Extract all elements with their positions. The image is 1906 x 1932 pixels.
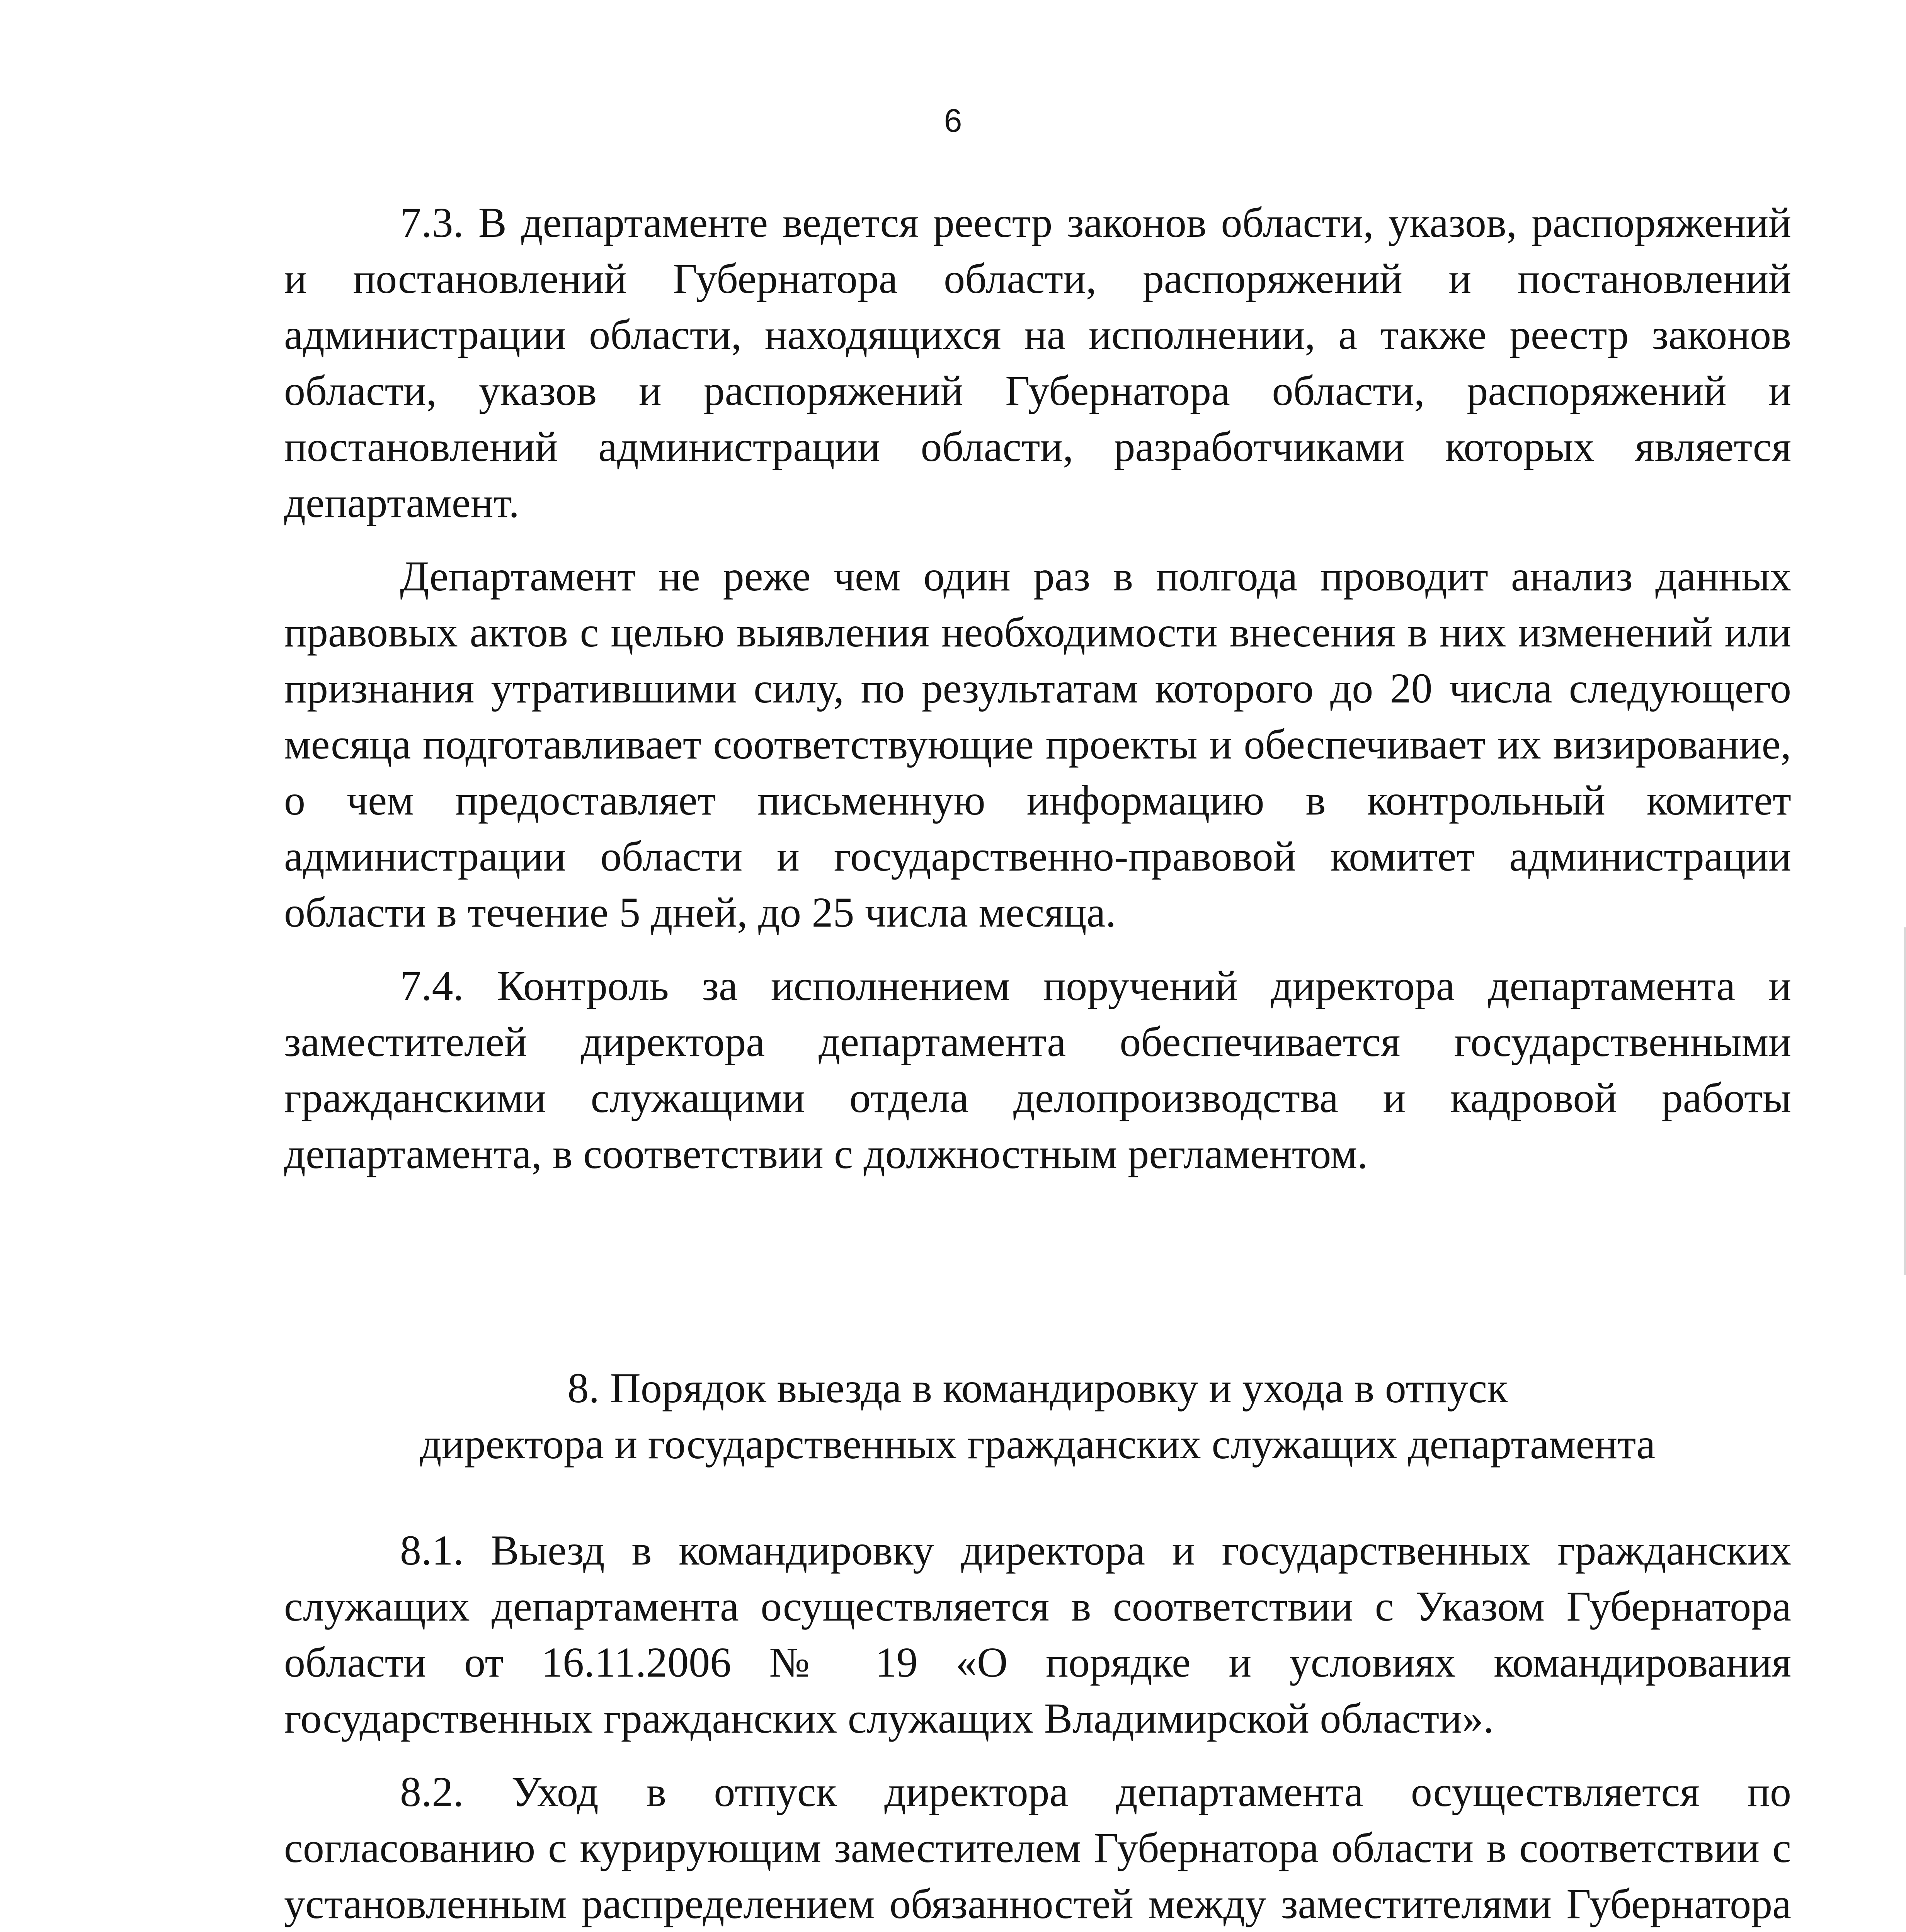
paragraph-8-2: 8.2. Уход в отпуск директора департамента осуществляется по согласованию с курирующим заместителем Губернатора области в соответствии с установленным распределением обязанностей между заместителями Губернатора: [284, 1768, 1791, 1927]
scan-edge-mark: [1904, 927, 1906, 1275]
section-8-heading: [284, 1360, 1791, 1472]
paragraph-7-3: 7.3. В департаменте ведется реестр законов области, указов, распоряжений и постановлений Губернатора области, распоряжений и постановлений администрации области, находящихся на исполнении, а также реестр законов области, указов и распоряжений Губернатора области, распоряжений и постановлений администрации области, разработчиками которых является департамент.: [284, 199, 1791, 526]
section-8-heading-line-2: директора и государственных гражданских служащих департамента: [420, 1420, 1656, 1468]
paragraph-7-3-analysis: Департамент не реже чем один раз в полгода проводит анализ данных правовых актов с целью выявления необходимости внесения в них изменений или признания утратившими силу, по результатам которого до 20 числа следующего месяца подготавливает соответствующие проекты и обеспечивает их визирование, о чем предоставляет письменную информацию в контрольный комитет администрации области и государственно-правовой комитет администрации области в течение 5 дней, до 25 числа месяца.: [284, 553, 1791, 936]
section-8-heading-line-1: 8. Порядок выезда в командировку и ухода в отпуск: [567, 1364, 1508, 1412]
page-number: 6: [944, 102, 962, 139]
section-8-text: [284, 1522, 1791, 1932]
paragraph-8-1: 8.1. Выезд в командировку директора и государственных гражданских служащих департамента осуществляется в соответствии с Указом Губернатора области от 16.11.2006 № 19 «О порядке и условиях командирования государственных гражданских служащих Владимирской области».: [284, 1527, 1791, 1742]
paragraph-7-4: 7.4. Контроль за исполнением поручений директора департамента и заместителей директора департамента обеспечивается государственными гражданскими служащими отдела делопроизводства и кадровой работы департамента, в соответствии с должностным регламентом.: [284, 962, 1791, 1177]
section-7-text: [284, 195, 1791, 1199]
